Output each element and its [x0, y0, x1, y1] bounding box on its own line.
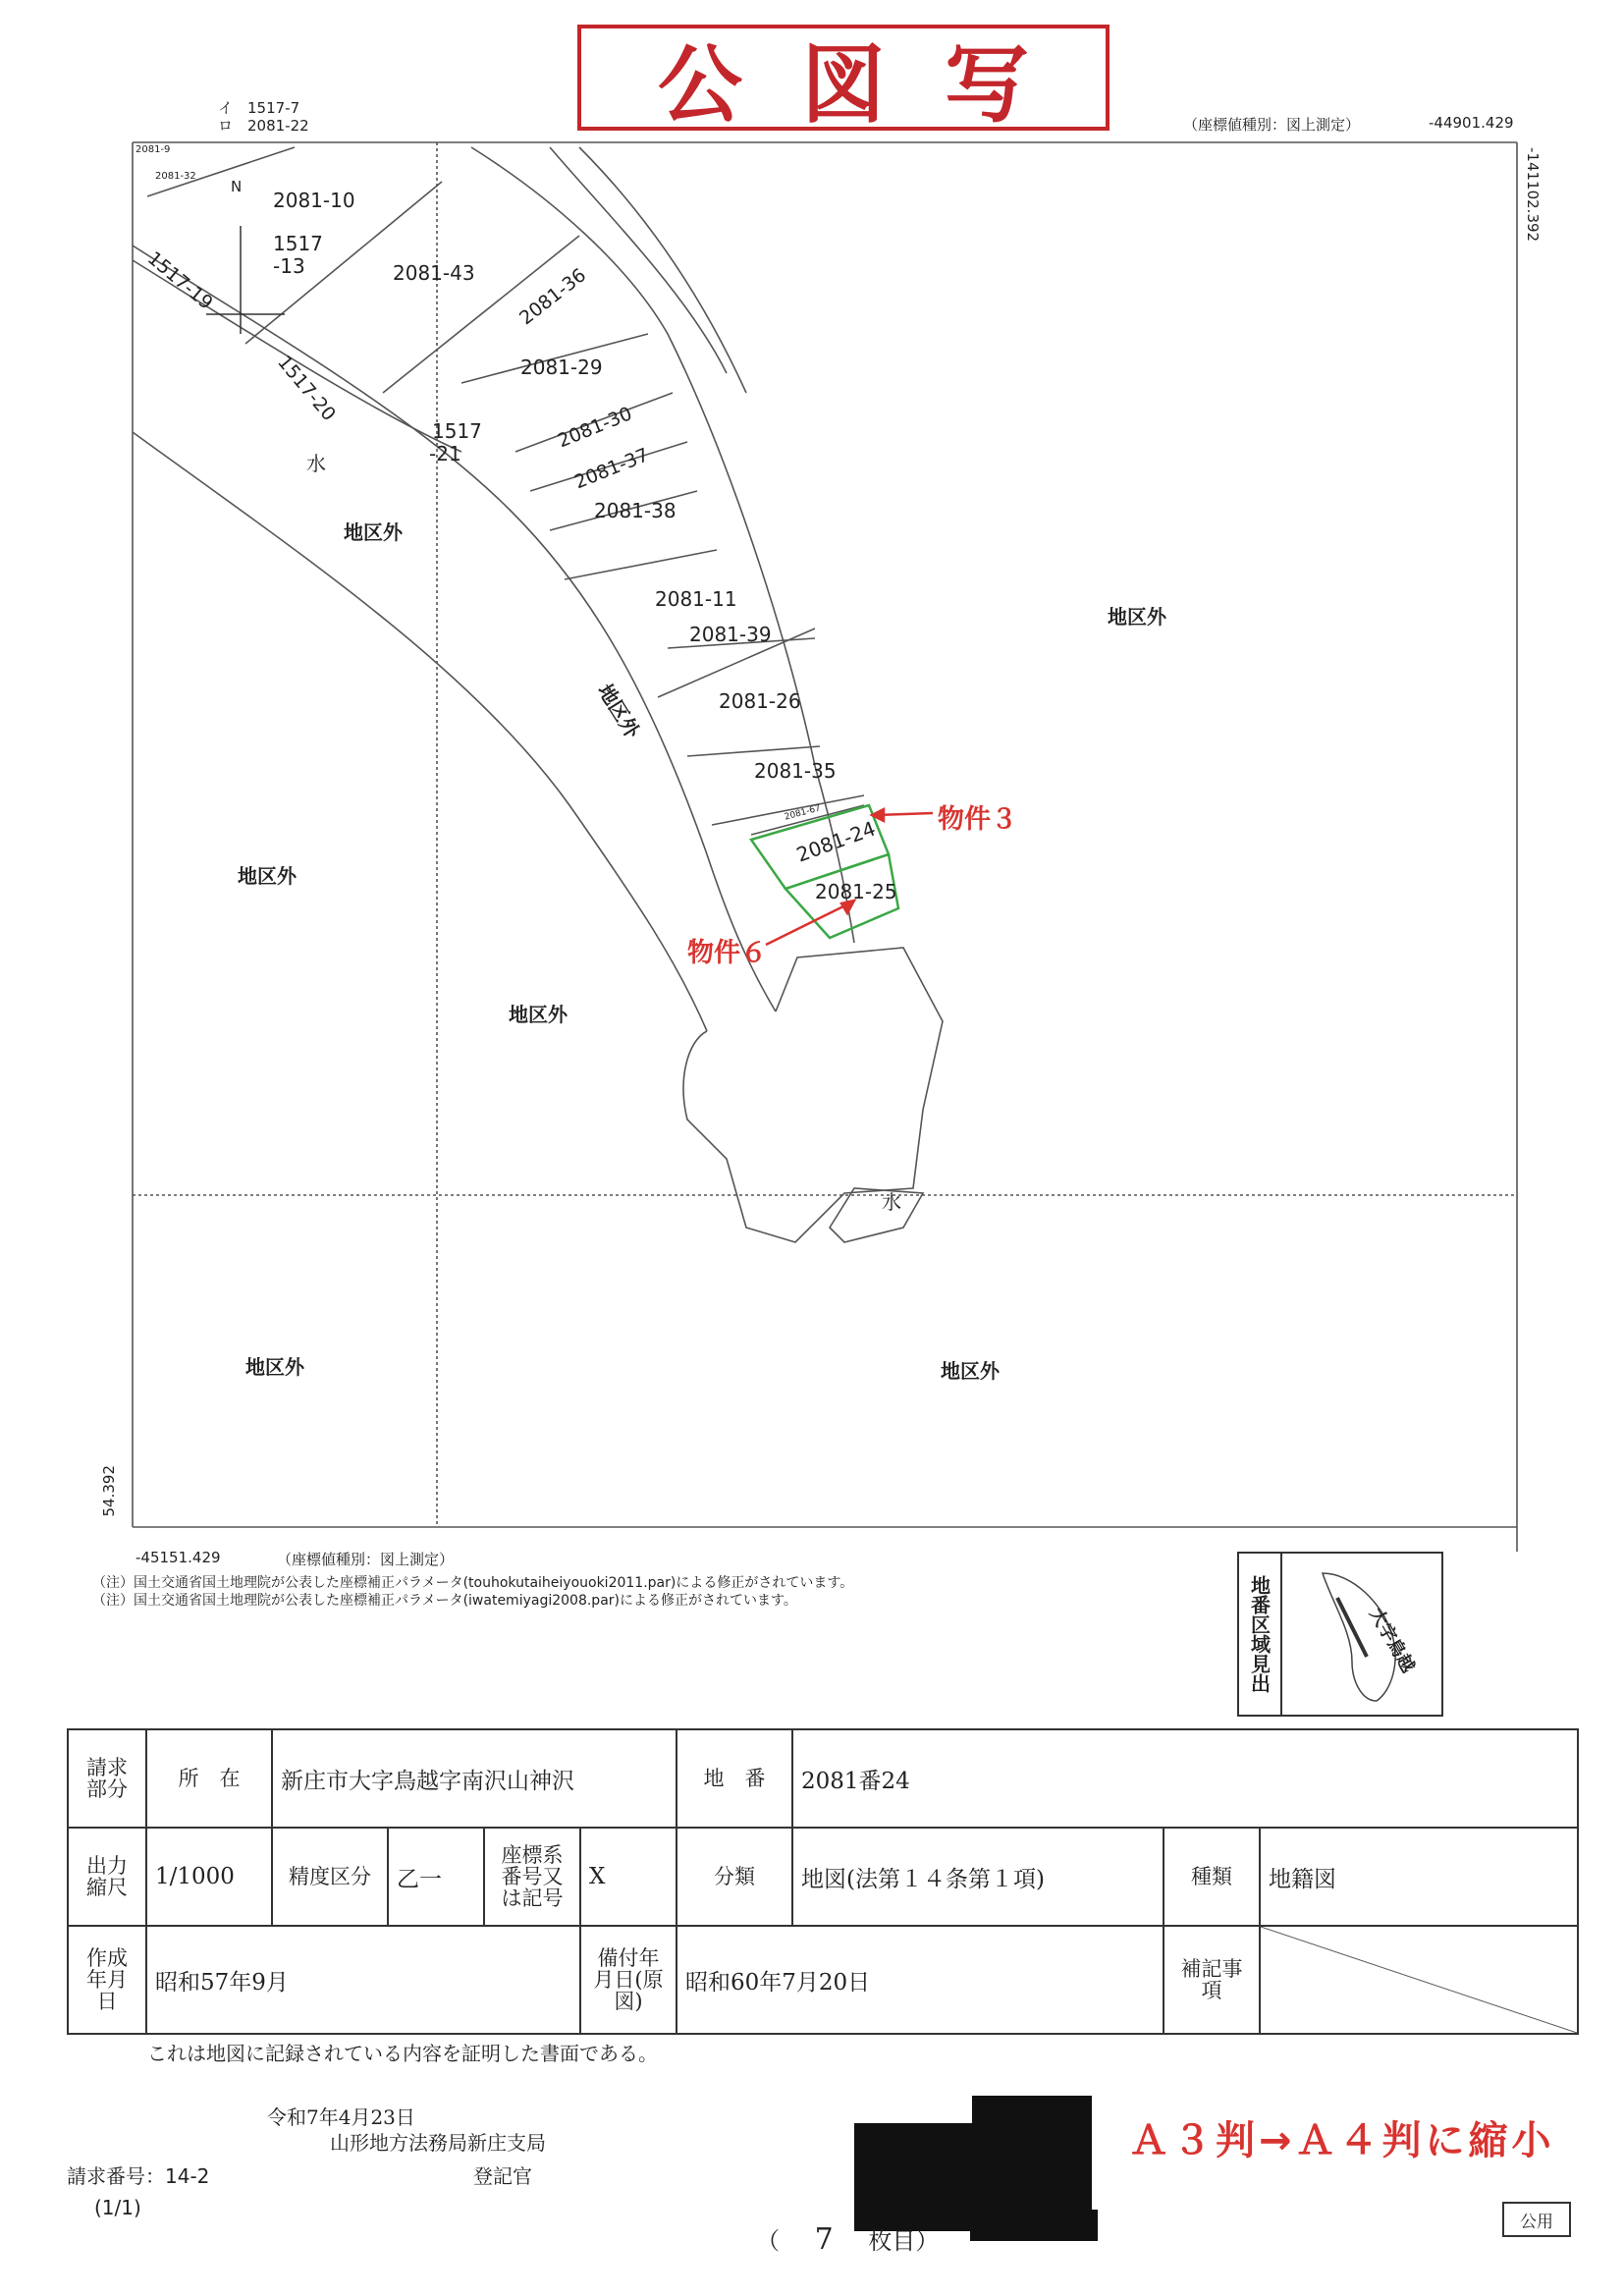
registrar-label: 登記官 [473, 2164, 532, 2188]
parcel-label: 1517 [273, 232, 323, 255]
coord-bottom-left: -45151.429 [135, 1549, 221, 1566]
parcel-label: 2081-39 [689, 623, 772, 646]
precision-value: 乙一 [388, 1828, 484, 1926]
outside-district-label: 地区外 [344, 520, 403, 544]
parcel-label: -21 [429, 442, 461, 465]
parcel-label: 2081-25 [815, 880, 897, 903]
request-number: 請求番号：14-2 [67, 2164, 210, 2188]
chiban-value: 2081番24 [792, 1729, 1578, 1828]
parcel-ref-i: イ 1517-7 [218, 99, 300, 117]
outside-district-label: 地区外 [245, 1355, 304, 1379]
parcel-label: 2081-35 [754, 759, 837, 783]
coord-value: X [580, 1828, 677, 1926]
req-label: 請求部分 [68, 1729, 146, 1828]
parcel-label: 1517-19 [142, 247, 217, 314]
loc-label: 所 在 [146, 1729, 272, 1828]
chiban-label: 地 番 [677, 1729, 792, 1828]
inset-title: 地番区域見出 [1239, 1554, 1282, 1715]
page-fraction: (1/1) [94, 2196, 141, 2219]
type-value: 地籍図 [1260, 1828, 1578, 1926]
parcel-label: -13 [273, 254, 305, 278]
parcel-ref-ro: ロ 2081-22 [218, 117, 309, 135]
class-label: 分類 [677, 1828, 792, 1926]
office-name: 山形地方法務局新庄支局 [330, 2131, 546, 2155]
certify-text: これは地図に記録されている内容を証明した書面である。 [147, 2042, 658, 2065]
parcel-label: 2081-43 [393, 261, 475, 285]
coord-left: 54.392 [100, 1465, 118, 1517]
precision-label: 精度区分 [272, 1828, 388, 1926]
loc-value: 新庄市大字鳥越字南沢山神沢 [272, 1729, 677, 1828]
redaction-block [970, 2210, 1098, 2241]
reduction-note: Ａ３判→Ａ４判に縮小 [1129, 2118, 1555, 2163]
stamp-title: 公図写 [577, 25, 1110, 131]
parcel-label: 2081-26 [719, 689, 801, 713]
parcel-label: 2081-9 [135, 144, 171, 155]
parcel-label: 2081-30 [555, 403, 635, 453]
parcel-label: 2081-24 [793, 816, 879, 867]
parcel-label: 2081-10 [273, 189, 355, 212]
coord-label: 座標系番号又は記号 [484, 1828, 580, 1926]
note-2: （注）国土交通省国土地理院が公表した座標補正パラメータ(iwatemiyagi2008.par)による修正がされています。 [92, 1593, 797, 1609]
type-label: 種類 [1164, 1828, 1260, 1926]
outside-district-label: 地区外 [1108, 605, 1166, 629]
coord-type-top: （座標値種別：図上測定） [1183, 116, 1361, 134]
class-value: 地図(法第１４条第１項) [792, 1828, 1164, 1926]
info-table [67, 1728, 1579, 2035]
inset-area-label: 大字鳥越 [1365, 1605, 1419, 1676]
water-label: 水 [306, 452, 326, 475]
public-use-box: 公用 [1502, 2202, 1571, 2237]
outside-district-label: 地区外 [593, 680, 645, 742]
north-label: N [231, 178, 243, 195]
parcel-label: 1517 [432, 419, 482, 443]
parcel-label: 2081-32 [155, 171, 196, 182]
created-value: 昭和57年9月 [146, 1926, 580, 2034]
issue-date: 令和7年4月23日 [267, 2105, 415, 2129]
parcel-label: 2081-67 [784, 803, 822, 823]
parcel-label: 1517-20 [273, 352, 341, 425]
parcel-label: 2081-36 [515, 264, 591, 330]
coord-type-bottom: （座標値種別：図上測定） [277, 1551, 455, 1568]
callout-property-6: 物件６ [687, 938, 767, 968]
parcel-label: 2081-38 [594, 499, 677, 522]
supp-value-empty [1260, 1926, 1578, 2034]
sheet-number: 7 [814, 2222, 834, 2257]
outside-district-label: 地区外 [238, 864, 297, 888]
sheet-open: （ [756, 2227, 780, 2255]
parcel-label: 2081-29 [520, 355, 603, 379]
provided-value: 昭和60年7月20日 [677, 1926, 1164, 2034]
outside-district-label: 地区外 [941, 1359, 1000, 1383]
note-1: （注）国土交通省国土地理院が公表した座標補正パラメータ(touhokutaiheiyouoki2011.par)による修正がされています。 [92, 1575, 854, 1591]
sheet-count [756, 2221, 939, 2257]
scale-label: 出力縮尺 [68, 1828, 146, 1926]
outside-district-label: 地区外 [509, 1003, 568, 1026]
inset-box [1237, 1552, 1443, 1717]
created-label: 作成年月日 [68, 1926, 146, 2034]
parcel-label: 2081-11 [655, 587, 737, 611]
provided-label: 備付年月日(原図) [580, 1926, 677, 2034]
callout-property-3: 物件３ [938, 804, 1017, 835]
parcel-label: 2081-37 [571, 444, 652, 494]
coord-right: -141102.392 [1524, 147, 1542, 243]
supp-label: 補記事項 [1164, 1926, 1260, 2034]
water-label: 水 [882, 1190, 901, 1214]
inset-map [1283, 1554, 1440, 1716]
sheet-close: 枚目） [868, 2227, 940, 2255]
scale-value: 1/1000 [146, 1828, 272, 1926]
coord-top-right: -44901.429 [1429, 114, 1514, 132]
